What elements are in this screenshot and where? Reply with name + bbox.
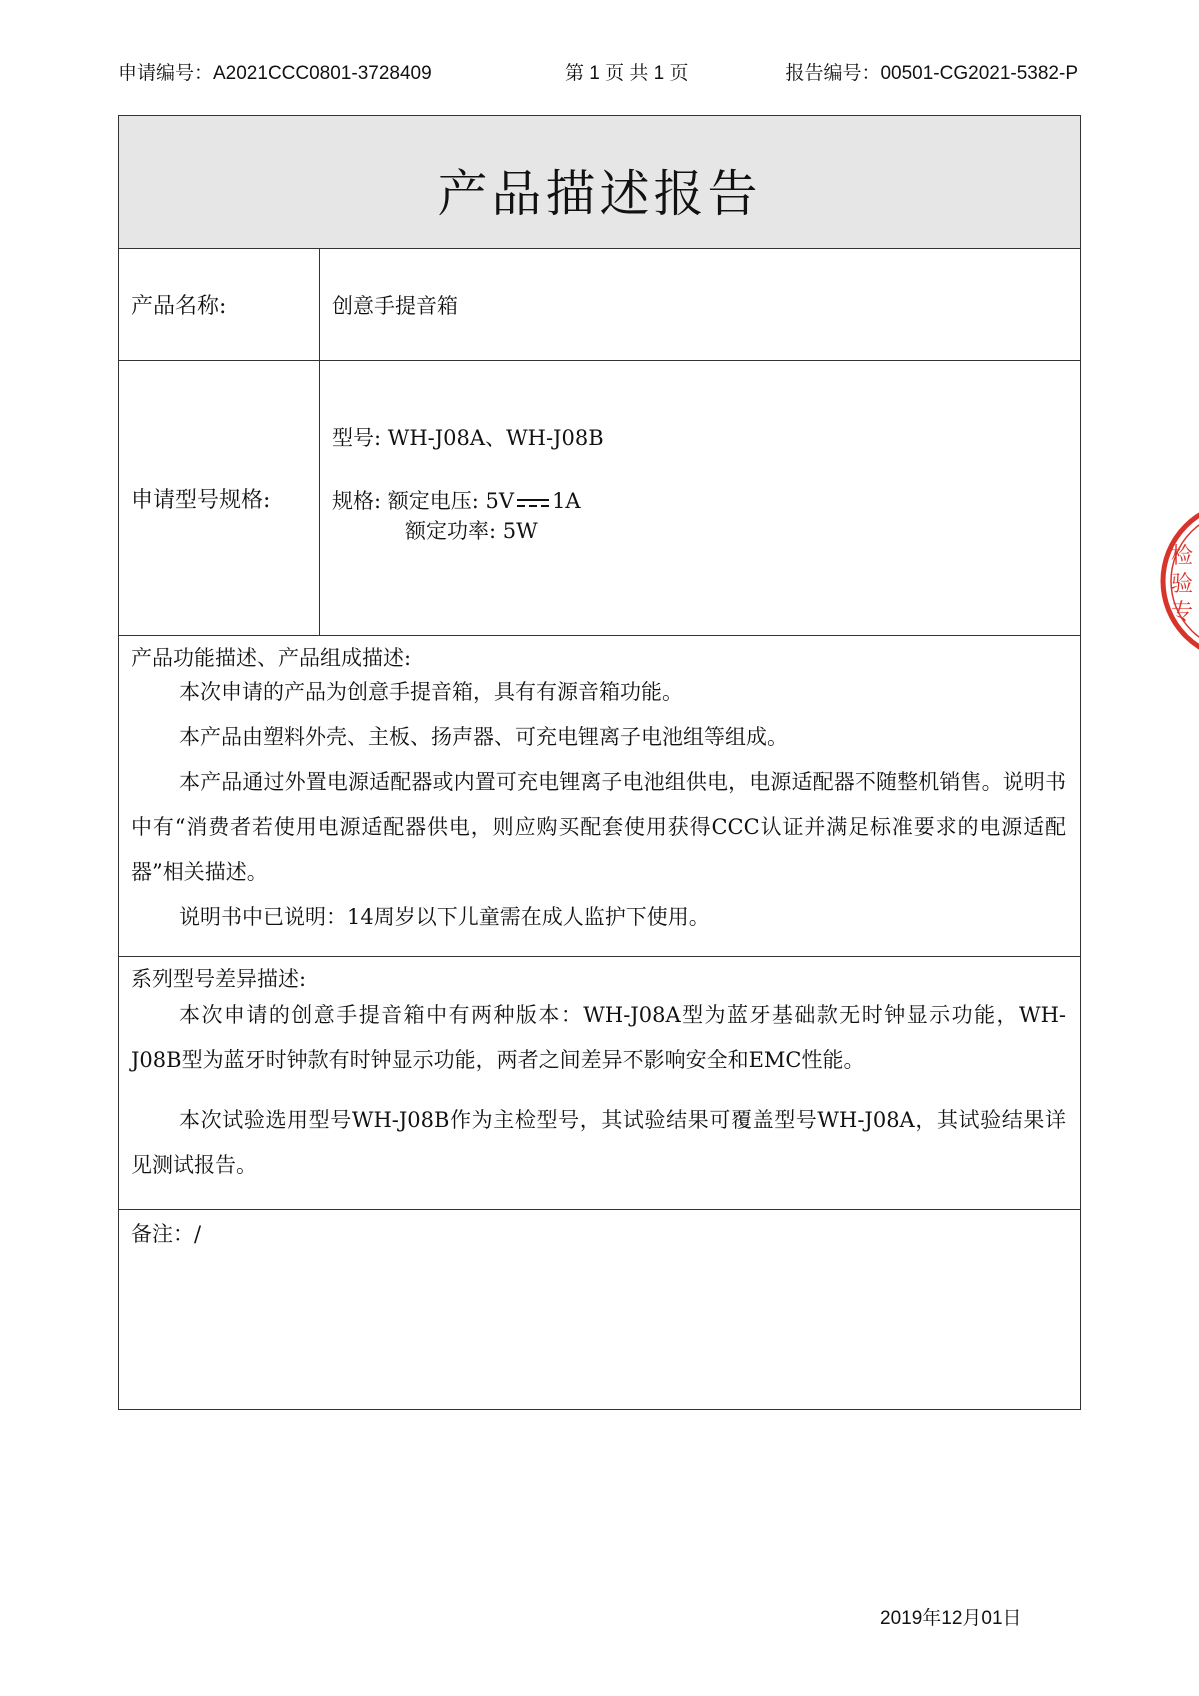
product-name-label-cell	[119, 249, 320, 360]
function-paragraph-1: 本次申请的产品为创意手提音箱，具有有源音箱功能。	[179, 680, 683, 704]
remark-value: /	[194, 1222, 202, 1246]
function-paragraph-2: 本产品由塑料外壳、主板、扬声器、可充电锂离子电池组等组成。	[179, 725, 788, 749]
spec-label: 规格:	[332, 489, 382, 513]
red-seal-stamp-icon	[1157, 497, 1199, 665]
title-row	[119, 116, 1080, 249]
model-value: WH-J08A、WH-J08B	[387, 426, 604, 450]
difference-paragraph-1: 本次申请的创意手提音箱中有两种版本：WH-J08A型为蓝牙基础款无时钟显示功能，WH-J08B型为蓝牙时钟款有时钟显示功能，两者之间差异不影响安全和EMC性能。	[131, 1003, 1066, 1072]
dc-symbol-icon	[516, 497, 550, 509]
series-difference-section	[119, 957, 1080, 1210]
series-difference-heading: 系列型号差异描述:	[131, 967, 307, 991]
model-label: 型号:	[332, 426, 382, 450]
svg-text:专: 专	[1171, 600, 1194, 625]
report-number: 报告编号：00501-CG2021-5382-P	[785, 63, 1078, 84]
voltage-value-right: 1A	[552, 489, 581, 513]
model-spec-label: 申请型号规格:	[131, 488, 271, 513]
function-description-section	[119, 636, 1080, 957]
report-title: 产品描述报告	[437, 165, 762, 223]
function-paragraph-3: 本产品通过外置电源适配器或内置可充电锂离子电池组供电，电源适配器不随整机销售。说明书中有“消费者若使用电源适配器供电，则应购买配套使用获得CCC认证并满足标准要求的电源适配器”相关描述。	[131, 770, 1066, 884]
model-spec-label-cell	[119, 361, 320, 635]
application-number: 申请编号：A2021CCC0801-3728409	[118, 63, 432, 84]
svg-text:检: 检	[1171, 544, 1194, 569]
svg-text:验: 验	[1171, 572, 1194, 597]
model-line	[332, 422, 604, 452]
product-name-value-cell	[320, 249, 1080, 360]
function-paragraph-4: 说明书中已说明：14周岁以下儿童需在成人监护下使用。	[179, 905, 710, 929]
power-line	[405, 515, 538, 545]
voltage-label: 额定电压:	[387, 489, 479, 513]
voltage-line	[332, 485, 581, 515]
function-description-heading: 产品功能描述、产品组成描述:	[131, 646, 412, 670]
power-value: 5W	[502, 519, 538, 543]
product-name-row	[119, 249, 1080, 361]
voltage-value-left: 5V	[485, 489, 515, 513]
report-date: 2019年12月01日	[880, 1608, 1022, 1629]
remark-section	[119, 1210, 1080, 1409]
product-name-value: 创意手提音箱	[332, 294, 458, 318]
model-spec-row	[119, 361, 1080, 636]
page-header	[118, 58, 1078, 86]
report-table	[118, 115, 1081, 1410]
page-indicator: 第 1 页 共 1 页	[565, 63, 689, 84]
model-spec-value-cell	[320, 361, 1080, 635]
remark-label: 备注：	[131, 1222, 194, 1246]
remark-line	[131, 1218, 201, 1248]
power-label: 额定功率:	[405, 519, 497, 543]
product-name-label: 产品名称:	[131, 294, 227, 319]
difference-paragraph-2: 本次试验选用型号WH-J08B作为主检型号，其试验结果可覆盖型号WH-J08A，其试验结果详见测试报告。	[131, 1108, 1066, 1177]
